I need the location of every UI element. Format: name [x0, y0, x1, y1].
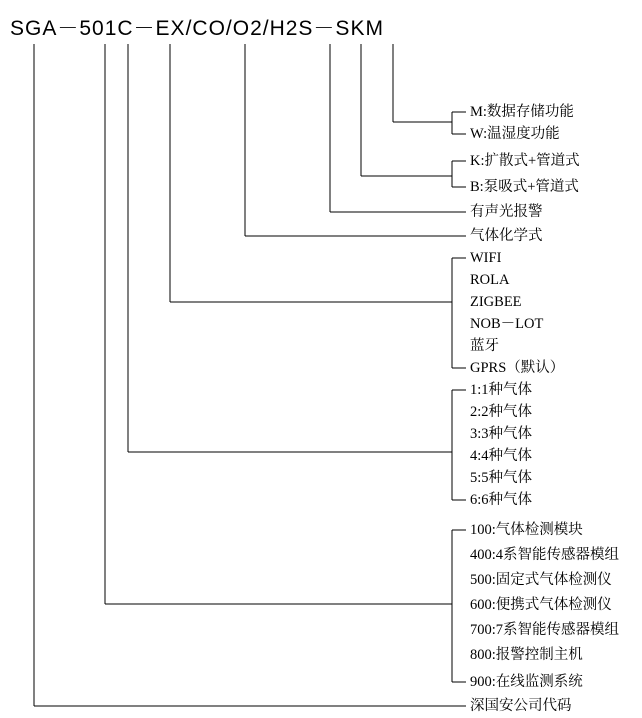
label-gas-count-2: 2:2种气体: [470, 404, 533, 420]
label-comm-gprs: GPRS（默认）: [470, 360, 565, 376]
label-company-code: 深国安公司代码: [470, 698, 572, 714]
label-series-600: 600:便携式气体检测仪: [470, 597, 612, 613]
label-sensor-type: 气体化学式: [470, 228, 543, 244]
label-series-800: 800:报警控制主机: [470, 647, 583, 663]
label-comm-zigbee: ZIGBEE: [470, 294, 522, 310]
label-series-900: 900:在线监测系统: [470, 674, 583, 690]
label-gas-count-3: 3:3种气体: [470, 426, 533, 442]
label-comm-rola: ROLA: [470, 272, 510, 288]
label-comm-bluetooth: 蓝牙: [470, 338, 499, 354]
label-comm-wifi: WIFI: [470, 250, 502, 266]
label-series-500: 500:固定式气体检测仪: [470, 572, 612, 588]
label-gas-count-5: 5:5种气体: [470, 470, 533, 486]
label-series-400: 400:4系智能传感器模组: [470, 547, 620, 563]
label-storage-m: M:数据存储功能: [470, 104, 574, 120]
label-gas-count-4: 4:4种气体: [470, 448, 533, 464]
label-comm-nob-lot: NOB－LOT: [470, 316, 544, 332]
label-series-100: 100:气体检测模块: [470, 522, 583, 538]
label-gas-count-1: 1:1种气体: [470, 382, 533, 398]
code-title-text: SGA－501C－EX/CO/O2/H2S－SKM: [10, 17, 384, 40]
label-alarm: 有声光报警: [470, 204, 543, 220]
label-sampling-b: B:泵吸式+管道式: [470, 179, 579, 195]
label-storage-w: W:温湿度功能: [470, 126, 560, 142]
label-sampling-k: K:扩散式+管道式: [470, 153, 580, 169]
label-gas-count-6: 6:6种气体: [470, 492, 533, 508]
label-series-700: 700:7系智能传感器模组: [470, 622, 620, 638]
